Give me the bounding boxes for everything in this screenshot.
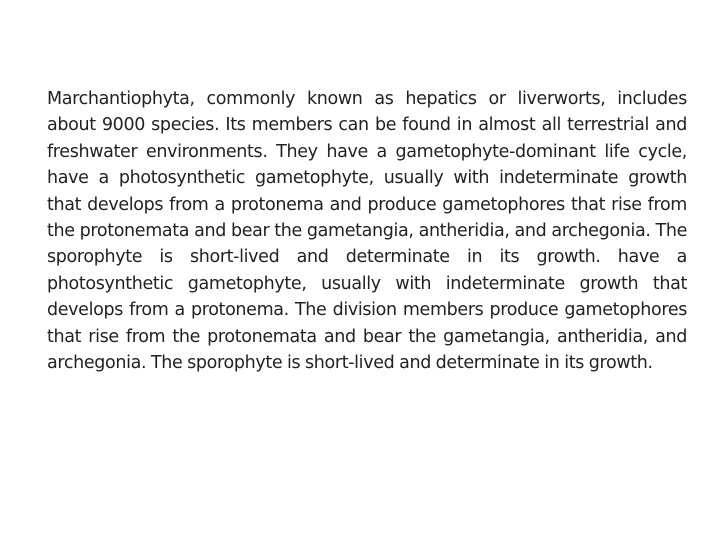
body-paragraph: Marchantiophyta, commonly known as hepatics or liverworts, includes about 9000 species. Its members can be found in almost all terrestrial and freshwater environments. They have a gametophyte-dominant life cycle, have a photosynthetic gametophyte, usually with indeterminate growth that develops from a protonema and produce gametophores that rise from the protonemata and bear the gametangia, antheridia, and archegonia. The sporophyte is short-lived and determinate in its growth. have a photosynthetic gametophyte, usually with indeterminate growth that develops from a protonema. The division members produce gametophores that rise from the protonemata and bear the gametangia, antheridia, and archegonia. The sporophyte is short-lived and determinate in its growth.	[47, 89, 687, 374]
